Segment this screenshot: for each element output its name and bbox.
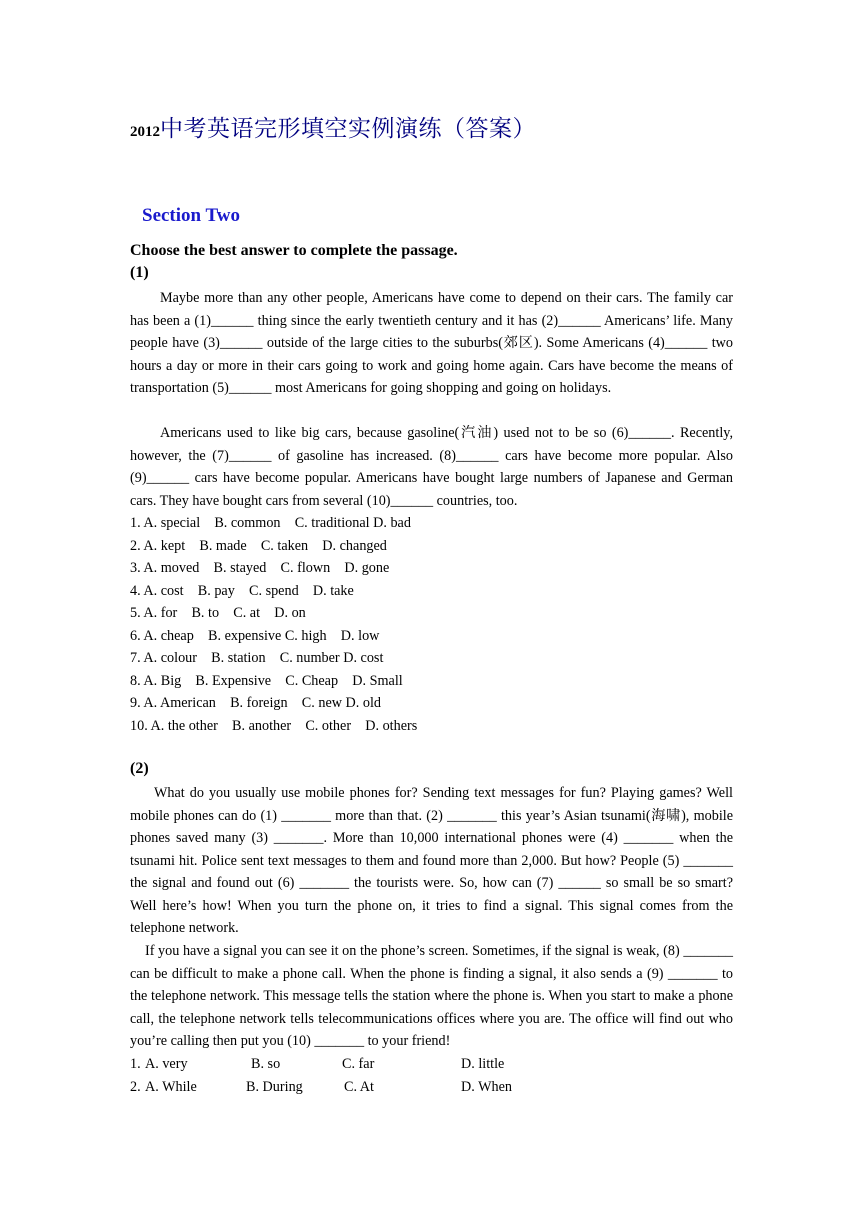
part1-number: (1) — [130, 264, 149, 281]
option-b: B. so — [251, 1056, 281, 1072]
title-main: 中考英语完形填空实例演练（答案） — [160, 116, 536, 142]
option-line: 1. A. special B. common C. traditional D. bad — [130, 515, 411, 531]
option-b: B. During — [246, 1078, 303, 1095]
option-line: 3. A. moved B. stayed C. flown D. gone — [130, 560, 390, 576]
part2-number: (2) — [130, 760, 149, 777]
part2-paragraph-2: If you have a signal you can see it on the phone’s screen. Sometimes, if the signal is weak, (8) _______ can be difficult to make a phone call. When the phone is finding a signal, it also sends a (9) _______ to the telephone network. This message tells the station where the phone is. When you start to make a phone call, the telephone network tells telecommunications offices where you are. The office will find out who you’re calling then put you (10) _______ to your friend! — [130, 943, 733, 1049]
option-line: 7. A. colour B. station C. number D. cost — [130, 650, 384, 666]
section-heading: Section Two — [142, 205, 240, 226]
document-title — [130, 110, 536, 143]
option-d: D. little — [461, 1056, 505, 1072]
option-line: 2. A. kept B. made C. taken D. changed — [130, 537, 387, 554]
title-year: 2012 — [130, 124, 160, 140]
part1-options — [130, 512, 417, 737]
option-line: 5. A. for B. to C. at D. on — [130, 605, 306, 621]
option-line: 4. A. cost B. pay C. spend D. take — [130, 582, 354, 599]
option-line: 10. A. the other B. another C. other D. others — [130, 717, 418, 734]
option-num: 1. — [130, 1056, 141, 1072]
part1-paragraph-1: Maybe more than any other people, Americans have come to depend on their cars. The family car has been a (1)______ thing since the early twentieth century and it has (2)______ Americans’ life. Many people have (3)______ outside of the large cities to the suburbs(郊区). Some Americans (4)______ two hours a day or more in their cars going to work and going home again. Cars have become the means of transportation (5)______ most Americans for going shopping and going on holidays. — [130, 290, 733, 396]
option-line: 6. A. cheap B. expensive C. high D. low — [130, 627, 380, 644]
option-c: C. At — [344, 1078, 374, 1095]
option-c: C. far — [342, 1056, 375, 1072]
option-a: A. While — [145, 1078, 197, 1095]
option-a: A. very — [145, 1056, 188, 1072]
instruction: Choose the best answer to complete the passage. — [130, 242, 458, 259]
part1-paragraph-2: Americans used to like big cars, because gasoline(汽油) used not to be so (6)______. Recently, however, the (7)______ of gasoline has increased. (8)______ cars have become more popular. Also (9)______ cars have become popular. Americans have bought large numbers of Japanese and German cars. They have bought cars from several (10)______ countries, too. — [130, 425, 733, 509]
option-line: 8. A. Big B. Expensive C. Cheap D. Small — [130, 672, 403, 689]
part2-paragraph-1: What do you usually use mobile phones for? Sending text messages for fun? Playing games? Well mobile phones can do (1) _______ more than that. (2) _______ this year’s Asian tsunami(海啸), mobile phones saved many (3) _______. More than 10,000 international phones were (4) _______ when the tsunami hit. Police sent text messages to them and found more than 2,000. But how? People (5) _______ the signal and found out (6) _______ the tourists were. So, how can (7) ______ so small be so smart? Well here’s how! When you turn the phone on, it tries to find a signal. This signal comes from the telephone network. — [130, 785, 733, 936]
option-num: 2. — [130, 1078, 141, 1095]
option-d: D. When — [461, 1078, 512, 1095]
option-line: 9. A. American B. foreign C. new D. old — [130, 695, 382, 711]
